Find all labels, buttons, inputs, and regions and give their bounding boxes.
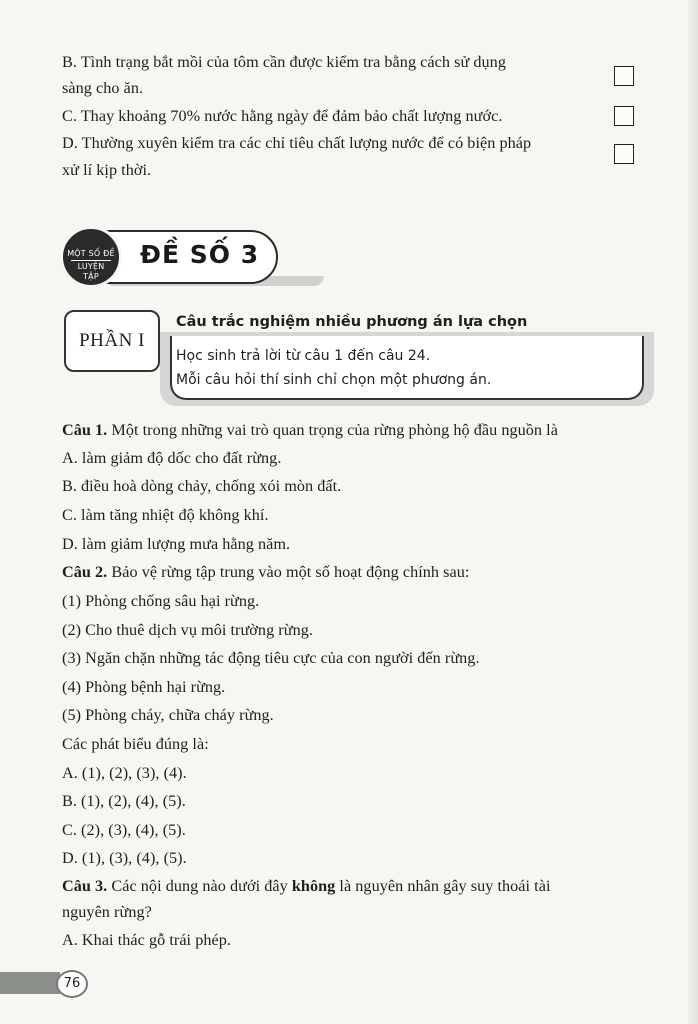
part-box-panel <box>170 336 644 400</box>
question-3-line2: nguyên rừng? <box>62 903 152 921</box>
question-1 <box>62 420 558 440</box>
question-2-number: Câu 2. <box>62 563 108 581</box>
q2-option-a: A. (1), (2), (3), (4). <box>62 764 187 782</box>
q2-prompt: Các phát biểu đúng là: <box>62 735 209 753</box>
question-3-text-before: Các nội dung nào dưới đây <box>107 877 292 895</box>
q2-option-b: B. (1), (2), (4), (5). <box>62 792 186 810</box>
exam-title: ĐỀ SỐ 3 <box>140 240 260 269</box>
question-2 <box>62 562 469 582</box>
question-1-number: Câu 1. <box>62 421 108 439</box>
q2-option-c: C. (2), (3), (4), (5). <box>62 821 186 839</box>
badge-line2: LUYỆN TẬP <box>71 260 111 282</box>
q2-option-d: D. (1), (3), (4), (5). <box>62 849 187 867</box>
option-c-checkbox[interactable] <box>614 106 634 126</box>
page-number: 76 <box>56 970 88 998</box>
part-heading: Câu trắc nghiệm nhiều phương án lựa chọn <box>176 314 528 330</box>
option-b-line1: B. Tình trạng bắt mồi của tôm cần được kiểm tra bằng cách sử dụng <box>62 53 506 71</box>
q2-item-5: (5) Phòng cháy, chữa cháy rừng. <box>62 706 274 724</box>
option-c-line1: C. Thay khoảng 70% nước hằng ngày để đảm bảo chất lượng nước. <box>62 107 503 125</box>
part-label: PHẦN I <box>64 310 160 372</box>
q1-option-d: D. làm giảm lượng mưa hằng năm. <box>62 535 291 553</box>
q1-option-a: A. làm giảm độ dốc cho đất rừng. <box>62 449 282 467</box>
banner-badge <box>60 226 122 288</box>
page-edge <box>688 0 698 1024</box>
question-1-text: Một trong những vai trò quan trọng của rừng phòng hộ đầu nguồn là <box>107 421 558 439</box>
q2-item-2: (2) Cho thuê dịch vụ môi trường rừng. <box>62 621 313 639</box>
option-b-checkbox[interactable] <box>614 66 634 86</box>
exam-title-banner <box>60 226 280 288</box>
question-3-emphasis: không <box>291 877 336 895</box>
question-3-text-after: là nguyên nhân gây suy thoái tài <box>335 877 551 895</box>
question-2-text: Bảo vệ rừng tập trung vào một số hoạt động chính sau: <box>107 563 470 581</box>
part-instruction-2: Mỗi câu hỏi thí sinh chỉ chọn một phương án. <box>176 372 492 388</box>
option-d-checkbox[interactable] <box>614 144 634 164</box>
part-header-box <box>60 306 660 412</box>
badge-line1: MỘT SỐ ĐỀ <box>67 249 115 258</box>
question-3 <box>62 876 551 896</box>
page-number-tab <box>0 972 60 994</box>
part-instruction-1: Học sinh trả lời từ câu 1 đến câu 24. <box>176 348 431 364</box>
q2-item-3: (3) Ngăn chặn những tác động tiêu cực của con người đến rừng. <box>62 649 480 667</box>
option-b-line2: sàng cho ăn. <box>62 79 144 97</box>
q2-item-4: (4) Phòng bệnh hại rừng. <box>62 678 226 696</box>
question-3-number: Câu 3. <box>62 877 108 895</box>
q2-item-1: (1) Phòng chống sâu hại rừng. <box>62 592 260 610</box>
q3-option-a: A. Khai thác gỗ trái phép. <box>62 931 231 949</box>
option-d-line2: xử lí kịp thời. <box>62 161 152 179</box>
q1-option-b: B. điều hoà dòng chảy, chống xói mòn đất. <box>62 477 342 495</box>
q1-option-c: C. làm tăng nhiệt độ không khí. <box>62 506 269 524</box>
option-d-line1: D. Thường xuyên kiểm tra các chỉ tiêu chất lượng nước để có biện pháp <box>62 134 532 152</box>
